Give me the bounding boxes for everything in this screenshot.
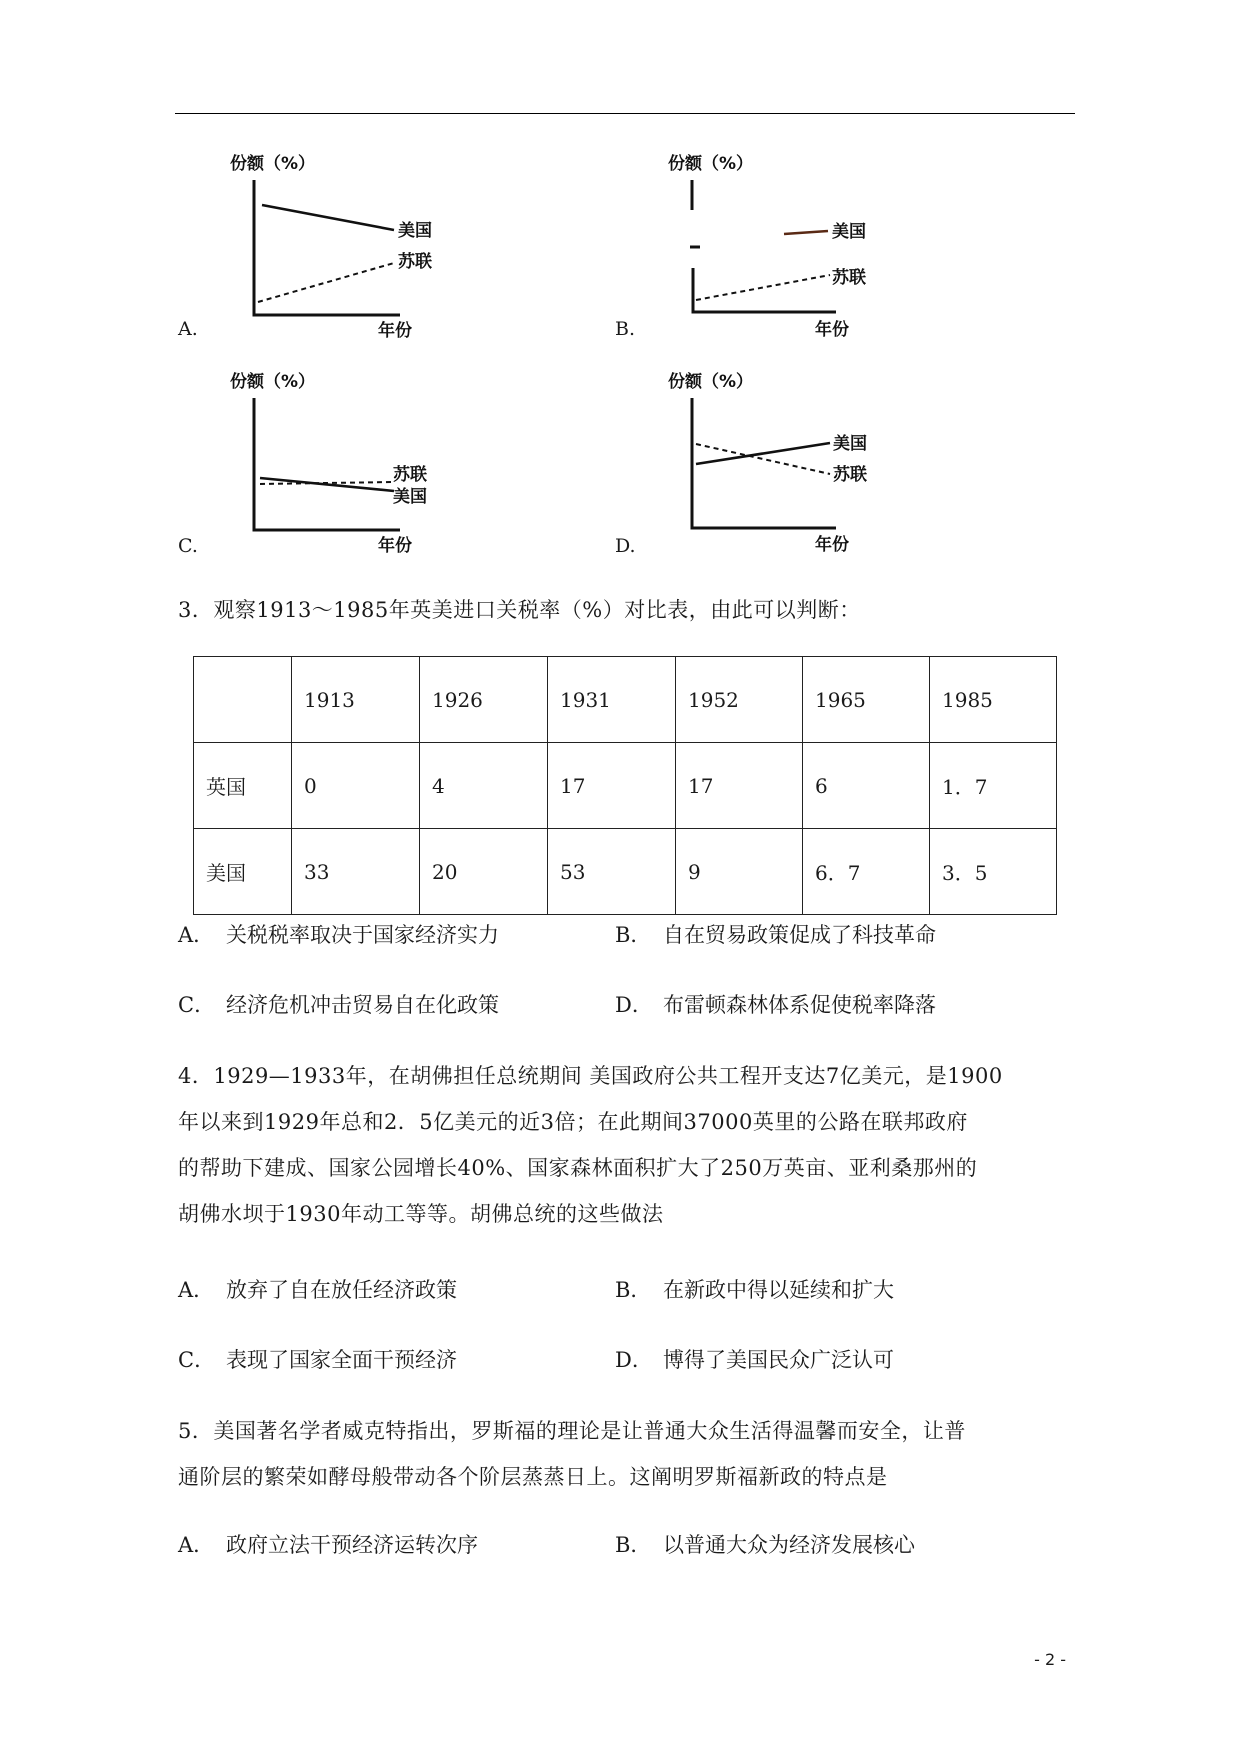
chart-option-b-svg — [650, 150, 890, 340]
q4-option-d-key: D． — [615, 1348, 653, 1372]
question-3-stem: 3．观察1913～1985年英美进口关税率（%）对比表，由此可以判断： — [178, 598, 861, 622]
chart-option-a-svg — [210, 150, 450, 340]
q5-option-b-text: 以普通大众为经济发展核心 — [663, 1533, 915, 1557]
q5-stem-line: 5．美国著名学者威克特指出，罗斯福的理论是让普通大众生活得温馨而安全，让普 — [178, 1419, 966, 1443]
q4-option-b-key: B． — [615, 1278, 652, 1302]
chart-d-ylabel: 份额（%） — [668, 372, 754, 392]
chart-d-ussr-label: 苏联 — [833, 465, 867, 485]
chart-a-ussr-label: 苏联 — [398, 252, 432, 272]
q4-option-d-text: 博得了美国民众广泛认可 — [663, 1348, 894, 1372]
question-4-stem — [178, 1053, 1078, 1237]
option-b-letter: B. — [615, 318, 636, 340]
table-cell: 美国 — [194, 829, 292, 915]
chart-b-axes — [693, 268, 836, 312]
table-cell: 6 — [803, 743, 930, 829]
q4-option-c-key: C． — [178, 1348, 216, 1372]
q3-option-d-text: 布雷顿森林体系促使税率降落 — [663, 993, 936, 1017]
table-cell: 17 — [676, 743, 803, 829]
q3-option-a[interactable] — [178, 920, 499, 950]
q3-option-b-key: B． — [615, 923, 652, 947]
q4-stem-line: 的帮助下建成、国家公园增长40%、国家森林面积扩大了250万英亩、亚利桑那州的 — [178, 1156, 978, 1180]
q3-option-c-key: C． — [178, 993, 216, 1017]
q5-option-a-text: 政府立法干预经济运转次序 — [226, 1533, 478, 1557]
table-cell — [194, 657, 292, 743]
table-cell: 20 — [420, 829, 548, 915]
option-c-letter: C. — [178, 535, 198, 557]
q4-option-a-key: A． — [178, 1278, 215, 1302]
chart-b-usa-label: 美国 — [832, 222, 866, 242]
table-cell: 1931 — [548, 657, 676, 743]
q4-option-c-text: 表现了国家全面干预经济 — [226, 1348, 457, 1372]
chart-b-ylabel: 份额（%） — [668, 154, 754, 174]
table-cell: 1．7 — [930, 743, 1057, 829]
chart-a-usa-label: 美国 — [398, 221, 432, 241]
chart-b-ussr-label: 苏联 — [832, 268, 866, 288]
page-number: - 2 - — [1034, 1650, 1066, 1669]
q3-option-a-text: 关税税率取决于国家经济实力 — [226, 923, 499, 947]
chart-a-axes — [254, 180, 400, 315]
q4-stem-line: 4．1929—1933年，在胡佛担任总统期间 美国政府公共工程开支达7亿美元，是1900 — [178, 1064, 1003, 1088]
chart-option-c-svg — [210, 368, 450, 558]
chart-c-ussr-label: 苏联 — [393, 465, 427, 485]
header-rule — [175, 113, 1075, 114]
chart-d-usa-label: 美国 — [833, 434, 867, 454]
table-cell: 1952 — [676, 657, 803, 743]
chart-option-d — [650, 368, 890, 562]
chart-c-axes — [254, 398, 400, 530]
chart-option-c — [210, 368, 450, 562]
chart-c-ussr-line — [260, 482, 394, 484]
chart-b-ussr-line — [696, 275, 830, 300]
q3-option-a-key: A． — [178, 923, 215, 947]
table-cell: 0 — [292, 743, 420, 829]
chart-b-xlabel: 年份 — [815, 320, 849, 340]
q4-stem-line: 年以来到1929年总和2．5亿美元的近3倍；在此期间37000英里的公路在联邦政府 — [178, 1110, 968, 1134]
option-a-letter: A. — [178, 318, 198, 340]
table-cell: 9 — [676, 829, 803, 915]
q5-option-b-key: B． — [615, 1533, 652, 1557]
q5-option-a-key: A． — [178, 1533, 215, 1557]
table-cell: 1965 — [803, 657, 930, 743]
option-d-letter: D. — [615, 535, 636, 557]
chart-d-xlabel: 年份 — [815, 535, 849, 555]
table-row — [194, 829, 1057, 915]
chart-a-ussr-line — [258, 263, 394, 302]
chart-option-a — [210, 150, 450, 344]
q5-option-b[interactable] — [615, 1530, 915, 1560]
q4-option-d[interactable] — [615, 1345, 894, 1375]
chart-d-ussr-line — [696, 444, 830, 474]
q5-stem-line: 通阶层的繁荣如酵母般带动各个阶层蒸蒸日上。这阐明罗斯福新政的特点是 — [178, 1465, 888, 1489]
q4-option-b-text: 在新政中得以延续和扩大 — [663, 1278, 894, 1302]
question-5-stem — [178, 1408, 1078, 1500]
tariff-table — [193, 656, 1057, 915]
chart-option-b — [650, 150, 890, 344]
table-cell: 53 — [548, 829, 676, 915]
chart-d-axes — [692, 398, 836, 528]
q3-option-d-key: D． — [615, 993, 653, 1017]
table-cell: 英国 — [194, 743, 292, 829]
q5-option-a[interactable] — [178, 1530, 478, 1560]
table-cell: 33 — [292, 829, 420, 915]
table-cell: 3．5 — [930, 829, 1057, 915]
table-cell: 17 — [548, 743, 676, 829]
chart-c-ylabel: 份额（%） — [230, 372, 316, 392]
q4-option-b[interactable] — [615, 1275, 894, 1305]
chart-d-usa-line — [696, 443, 830, 464]
chart-a-ylabel: 份额（%） — [230, 154, 316, 174]
q4-option-a-text: 放弃了自在放任经济政策 — [226, 1278, 457, 1302]
chart-option-d-svg — [650, 368, 890, 558]
table-cell: 6．7 — [803, 829, 930, 915]
table-header-row — [194, 657, 1057, 743]
chart-a-usa-line — [262, 205, 394, 230]
q3-option-b[interactable] — [615, 920, 936, 950]
table-cell: 1985 — [930, 657, 1057, 743]
table-cell: 4 — [420, 743, 548, 829]
chart-b-usa-line — [784, 231, 828, 234]
q4-stem-line: 胡佛水坝于1930年动工等等。胡佛总统的这些做法 — [178, 1202, 664, 1226]
q4-option-c[interactable] — [178, 1345, 457, 1375]
q3-option-c[interactable] — [178, 990, 499, 1020]
table-cell: 1926 — [420, 657, 548, 743]
chart-a-xlabel: 年份 — [378, 321, 412, 341]
chart-c-usa-label: 美国 — [393, 487, 427, 507]
q3-option-b-text: 自在贸易政策促成了科技革命 — [663, 923, 936, 947]
q4-option-a[interactable] — [178, 1275, 457, 1305]
table-cell: 1913 — [292, 657, 420, 743]
q3-option-c-text: 经济危机冲击贸易自在化政策 — [226, 993, 499, 1017]
table-row — [194, 743, 1057, 829]
q3-option-d[interactable] — [615, 990, 936, 1020]
chart-c-xlabel: 年份 — [378, 536, 412, 556]
